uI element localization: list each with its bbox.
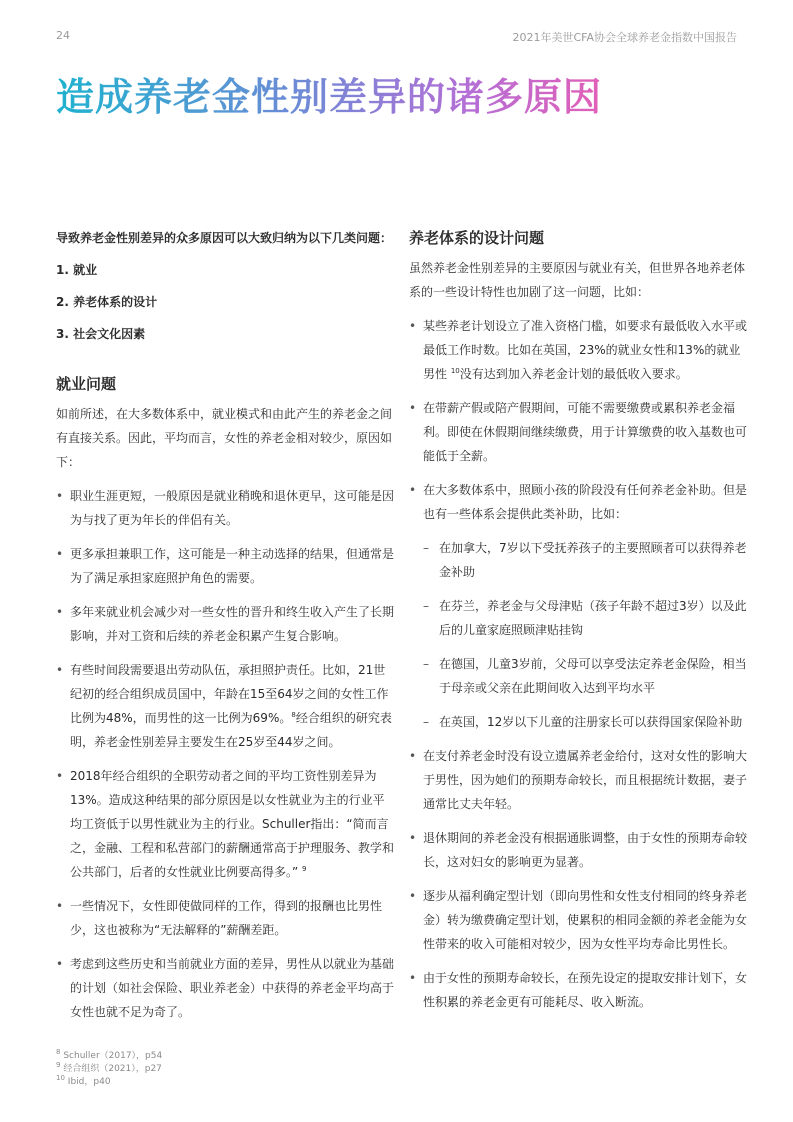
list-item: • 一些情况下，女性即使做同样的工作，得到的报酬也比男性少，这也被称为“无法解释的”薪酬差距。 — [56, 894, 394, 942]
sub-list-item: – 在英国，12岁以下儿童的注册家长可以获得国家保险补助 — [409, 710, 747, 734]
footnote-text: 经合组织（2021），p27 — [63, 1064, 162, 1074]
page-number: 24 — [56, 29, 70, 42]
intro-text: 导致养老金性别差异的众多原因可以大致归纳为以下几类问题： — [56, 231, 393, 245]
list-item: • 在支付养老金时没有设立遗属养老金给付，这对女性的影响大于男性，因为她们的预期寿命较长，而且根据统计数据，妻子通常比丈夫年轻。 — [409, 744, 747, 816]
running-header: 2021年美世CFA协会全球养老金指数中国报告 — [512, 31, 737, 44]
list-item: • 逐步从福利确定型计划（即向男性和女性支付相同的终身养老金）转为缴费确定型计划，使累积的相同金额的养老金能为女性带来的收入可能相对较少，因为女性平均寿命比男性长。 — [409, 884, 747, 956]
list-item — [409, 314, 747, 386]
section-heading-employment: 就业问题 — [56, 375, 117, 393]
employment-bullet-list — [56, 484, 394, 1024]
list-item: • 多年来就业机会减少对一些女性的晋升和终生收入产生了长期影响，并对工资和后续的养老金积累产生复合影响。 — [56, 600, 394, 648]
sub-list-item: – 在德国，儿童3岁前，父母可以享受法定养老金保险，相当于母亲或父亲在此期间收入达到平均水平 — [409, 652, 747, 700]
footnote — [56, 1063, 162, 1076]
footnote — [56, 1050, 162, 1063]
footnotes — [56, 1050, 162, 1089]
footnote-number: 10 — [56, 1074, 65, 1082]
pension-design-paragraph: 虽然养老金性别差异的主要原因与就业有关，但世界各地养老体系的一些设计特性也加剧了这一问题，比如： — [409, 261, 746, 299]
list-item: • 更多承担兼职工作，这可能是一种主动选择的结果，但通常是为了满足承担家庭照护角色的需要。 — [56, 542, 394, 590]
list-item: • 退休期间的养老金没有根据通胀调整，由于女性的预期寿命较长，这对妇女的影响更为显著。 — [409, 826, 747, 874]
section-heading-pension-design: 养老体系的设计问题 — [409, 229, 545, 247]
footnote-number: 8 — [56, 1048, 61, 1056]
pension-design-bullet-list — [409, 314, 747, 1014]
right-column — [409, 226, 747, 1024]
footnote-number: 9 — [56, 1061, 61, 1069]
cause-item-social-culture: 3. 社会文化因素 — [56, 327, 146, 341]
list-item-text: 有些时间段需要退出劳动队伍，承担照护责任。比如，21世纪初的经合组织成员国中，年龄在15至64岁之间的女性工作比例为48%，而男性的这一比例为69%。 — [70, 663, 389, 725]
employment-paragraph: 如前所述，在大多数体系中，就业模式和由此产生的养老金之间有直接关系。因此，平均而言，女性的养老金相对较少，原因如下： — [56, 407, 393, 469]
list-item: • 职业生涯更短，一般原因是就业稍晚和退休更早，这可能是因为与找了更为年长的伴侣有关。 — [56, 484, 394, 532]
sub-list-item: – 在芬兰，养老金与父母津贴（孩子年龄不超过3岁）以及此后的儿童家庭照顾津贴挂钩 — [409, 594, 747, 642]
list-item-text: 经合组织的研究表明，养老金性别差异主要发生在25岁至44岁之间。 — [70, 711, 392, 749]
list-item: • 由于女性的预期寿命较长，在预先设定的提取安排计划下，女性积累的养老金更有可能耗尽、收入断流。 — [409, 966, 747, 1014]
list-item — [56, 658, 394, 754]
footnote-ref: 8 — [291, 711, 296, 719]
list-item: • 在大多数体系中，照顾小孩的阶段没有任何养老金补助。但是也有一些体系会提供此类补助，比如： — [409, 478, 747, 526]
left-column — [56, 226, 394, 1034]
footnote — [56, 1076, 162, 1089]
page-title: 造成养老金性别差异的诸多原因 — [56, 66, 602, 121]
footnote-text: Ibid，p40 — [67, 1077, 111, 1087]
list-item — [56, 764, 394, 884]
footnote-ref: 10 — [450, 367, 460, 375]
list-item: • 在带薪产假或陪产假期间，可能不需要缴费或累积养老金福利。即使在休假期间继续缴费，用于计算缴费的收入基数也可能低于全薪。 — [409, 396, 747, 468]
cause-item-employment: 1. 就业 — [56, 263, 98, 277]
list-item: • 考虑到这些历史和当前就业方面的差异，男性从以就业为基础的计划（如社会保险、职业养老金）中获得的养老金平均高于女性也就不足为奇了。 — [56, 952, 394, 1024]
list-item-text: 2018年经合组织的全职劳动者之间的平均工资性别差异为13%。造成这种结果的部分原因是以女性就业为主的行业平均工资低于以男性就业为主的行业。Schuller指出：“简而言之，金融、工程和私营部门的薪酬通常高于护理服务、教学和公共部门，后者的女性就业比例要高得多。” — [70, 769, 395, 879]
footnote-text: Schuller（2017），p54 — [63, 1051, 163, 1061]
footnote-ref: 9 — [302, 865, 307, 873]
list-item-text: 某些养老计划设立了准入资格门槛，如要求有最低收入水平或最低工作时数。比如在英国，23%的就业女性和13%的就业男性 — [423, 319, 748, 381]
list-item-text: 没有达到加入养老金计划的最低收入要求。 — [459, 367, 688, 381]
cause-item-pension-design: 2. 养老体系的设计 — [56, 295, 158, 309]
sub-list-item: – 在加拿大，7岁以下受抚养孩子的主要照顾者可以获得养老金补助 — [409, 536, 747, 584]
